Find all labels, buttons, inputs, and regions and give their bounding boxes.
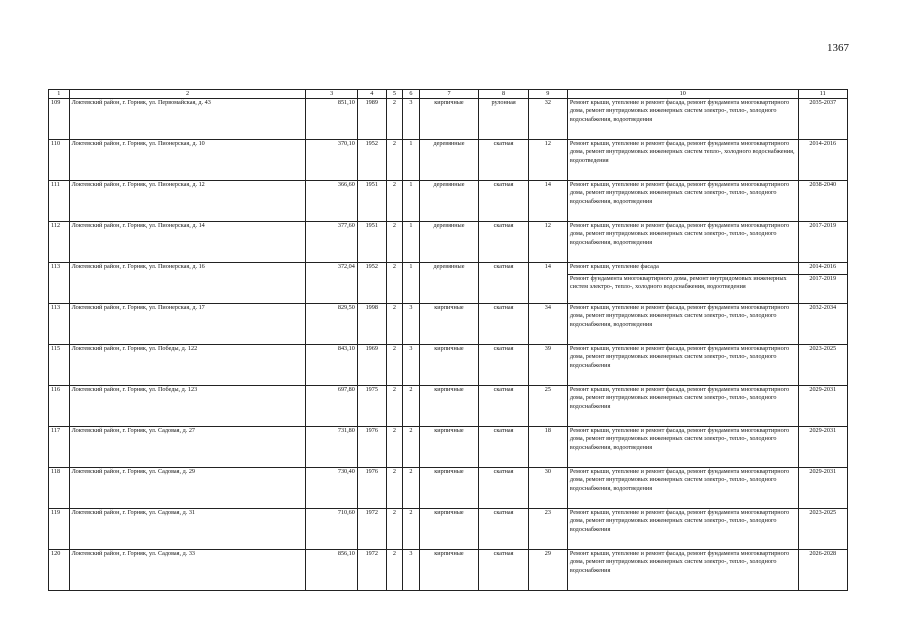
work-cell: Ремонт крыши, утепление и ремонт фасада, ремонт фундамента многоквартирного дома, ремонт внутридомовых инженерных систем электро-, тепло-, холодного водоснабжения, водоотведения: [567, 427, 798, 468]
work-cell: Ремонт крыши, утепление и ремонт фасада, ремонт фундамента многоквартирного дома, ремонт внутридомовых инженерных систем электро-, тепло-, холодного водоснабжения: [567, 550, 798, 591]
row-number: 111: [49, 181, 70, 222]
col9-cell: 32: [528, 99, 567, 140]
col-header: 8: [479, 90, 528, 99]
col5-cell: 2: [386, 140, 402, 181]
row-number: 115: [49, 345, 70, 386]
table-row: [49, 550, 848, 591]
col5-cell: 2: [386, 468, 402, 509]
address-cell: Локтевский район, г. Горняк, ул. Садовая, д. 31: [69, 509, 306, 550]
col-header: 5: [386, 90, 402, 99]
roof-cell: скатная: [479, 263, 528, 304]
table-row: [49, 509, 848, 550]
walls-cell: деревянные: [419, 263, 479, 304]
area-cell: 856,10: [306, 550, 357, 591]
col5-cell: 2: [386, 99, 402, 140]
col9-cell: 12: [528, 140, 567, 181]
work-cell: Ремонт крыши, утепление и ремонт фасада, ремонт фундамента многоквартирного дома, ремонт внутридомовых инженерных систем электро-, тепло-, холодного водоснабжения: [567, 386, 798, 427]
area-cell: 366,60: [306, 181, 357, 222]
roof-cell: скатная: [479, 140, 528, 181]
period-cell: 2023-2025: [798, 509, 847, 550]
year-cell: 1952: [357, 140, 386, 181]
col6-cell: 2: [403, 427, 419, 468]
col-header: 3: [306, 90, 357, 99]
walls-cell: деревянные: [419, 222, 479, 263]
roof-cell: скатная: [479, 181, 528, 222]
col5-cell: 2: [386, 181, 402, 222]
walls-cell: кирпичные: [419, 345, 479, 386]
col-header: 11: [798, 90, 847, 99]
col5-cell: 2: [386, 509, 402, 550]
table-row: [49, 468, 848, 509]
col9-cell: 14: [528, 181, 567, 222]
col-header: 10: [567, 90, 798, 99]
area-cell: 851,10: [306, 99, 357, 140]
row-number: 117: [49, 427, 70, 468]
col6-cell: 2: [403, 468, 419, 509]
roof-cell: рулонная: [479, 99, 528, 140]
col9-cell: 39: [528, 345, 567, 386]
work-cell: Ремонт крыши, утепление и ремонт фасада, ремонт фундамента многоквартирного дома, ремонт внутридомовых инженерных систем электро-, тепло-, холодного водоснабжения, водоотведения: [567, 181, 798, 222]
walls-cell: деревянные: [419, 140, 479, 181]
roof-cell: скатная: [479, 222, 528, 263]
walls-cell: деревянные: [419, 181, 479, 222]
period-cell: 2029-2031: [798, 386, 847, 427]
period-cell: 2026-2028: [798, 550, 847, 591]
area-cell: 829,50: [306, 304, 357, 345]
col-header: 6: [403, 90, 419, 99]
roof-cell: скатная: [479, 509, 528, 550]
period-cell: 2038-2040: [798, 181, 847, 222]
col6-cell: 3: [403, 304, 419, 345]
work-cell: Ремонт крыши, утепление и ремонт фасада, ремонт фундамента многоквартирного дома, ремонт внутридомовых инженерных систем электро-, тепло-, холодного водоснабжения, водоотведения: [567, 222, 798, 263]
col6-cell: 3: [403, 99, 419, 140]
area-cell: 843,10: [306, 345, 357, 386]
year-cell: 1952: [357, 263, 386, 304]
row-number: 110: [49, 140, 70, 181]
table-row: [49, 345, 848, 386]
table-row: [49, 386, 848, 427]
table-row: [49, 427, 848, 468]
roof-cell: скатная: [479, 550, 528, 591]
col9-cell: 30: [528, 468, 567, 509]
housing-repair-table: [48, 89, 848, 591]
work-cell: Ремонт фундамента многоквартирного дома, ремонт внутридомовых инженерных систем электро-, тепло-, холодного водоснабжения, водоотведения: [567, 275, 798, 304]
roof-cell: скатная: [479, 386, 528, 427]
area-cell: 730,40: [306, 468, 357, 509]
col6-cell: 1: [403, 181, 419, 222]
table-row: [49, 99, 848, 140]
row-number: 116: [49, 386, 70, 427]
table-row: [49, 304, 848, 345]
col6-cell: 3: [403, 550, 419, 591]
walls-cell: кирпичные: [419, 304, 479, 345]
work-cell: Ремонт крыши, утепление и ремонт фасада, ремонт фундамента многоквартирного дома, ремонт внутридомовых инженерных систем тепло-, холодного водоснабжения, водоотведения: [567, 140, 798, 181]
area-cell: 372,04: [306, 263, 357, 304]
row-number: 120: [49, 550, 70, 591]
area-cell: 697,80: [306, 386, 357, 427]
roof-cell: скатная: [479, 427, 528, 468]
year-cell: 1975: [357, 386, 386, 427]
address-cell: Локтевский район, г. Горняк, ул. Победы, д. 123: [69, 386, 306, 427]
page-number: 1367: [827, 42, 849, 54]
walls-cell: кирпичные: [419, 386, 479, 427]
col9-cell: 12: [528, 222, 567, 263]
address-cell: Локтевский район, г. Горняк, ул. Первомайская, д. 43: [69, 99, 306, 140]
area-cell: 377,60: [306, 222, 357, 263]
address-cell: Локтевский район, г. Горняк, ул. Пионерская, д. 14: [69, 222, 306, 263]
col6-cell: 1: [403, 222, 419, 263]
work-cell: Ремонт крыши, утепление и ремонт фасада, ремонт фундамента многоквартирного дома, ремонт внутридомовых инженерных систем электро-, тепло-, холодного водоснабжения: [567, 509, 798, 550]
work-cell: Ремонт крыши, утепление и ремонт фасада, ремонт фундамента многоквартирного дома, ремонт внутридомовых инженерных систем электро-, тепло-, холодного водоснабжения, водоотведения: [567, 304, 798, 345]
year-cell: 1969: [357, 345, 386, 386]
period-cell: 2035-2037: [798, 99, 847, 140]
row-number: 113: [49, 263, 70, 304]
col6-cell: 1: [403, 140, 419, 181]
row-number: 118: [49, 468, 70, 509]
address-cell: Локтевский район, г. Горняк, ул. Победы, д. 122: [69, 345, 306, 386]
period-cell: 2014-2016: [798, 140, 847, 181]
table-row: [49, 222, 848, 263]
address-cell: Локтевский район, г. Горняк, ул. Садовая, д. 27: [69, 427, 306, 468]
work-cell: Ремонт крыши, утепление и ремонт фасада, ремонт фундамента многоквартирного дома, ремонт внутридомовых инженерных систем электро-, тепло-, холодного водоснабжения, водоотведения: [567, 99, 798, 140]
walls-cell: кирпичные: [419, 99, 479, 140]
address-cell: Локтевский район, г. Горняк, ул. Пионерская, д. 12: [69, 181, 306, 222]
address-cell: Локтевский район, г. Горняк, ул. Садовая, д. 33: [69, 550, 306, 591]
col9-cell: 29: [528, 550, 567, 591]
col9-cell: 34: [528, 304, 567, 345]
work-cell: Ремонт крыши, утепление и ремонт фасада, ремонт фундамента многоквартирного дома, ремонт внутридомовых инженерных систем электро-, тепло-, холодного водоснабжения: [567, 345, 798, 386]
col5-cell: 2: [386, 550, 402, 591]
col-header: 9: [528, 90, 567, 99]
period-cell: 2017-2019: [798, 275, 847, 304]
row-number: 113: [49, 304, 70, 345]
col5-cell: 2: [386, 386, 402, 427]
period-cell: 2023-2025: [798, 345, 847, 386]
roof-cell: скатная: [479, 468, 528, 509]
year-cell: 1998: [357, 304, 386, 345]
col-header: 7: [419, 90, 479, 99]
walls-cell: кирпичные: [419, 427, 479, 468]
year-cell: 1951: [357, 222, 386, 263]
year-cell: 1989: [357, 99, 386, 140]
walls-cell: кирпичные: [419, 550, 479, 591]
year-cell: 1972: [357, 550, 386, 591]
col5-cell: 2: [386, 345, 402, 386]
col6-cell: 2: [403, 509, 419, 550]
col5-cell: 2: [386, 304, 402, 345]
period-cell: 2014-2016: [798, 263, 847, 275]
col5-cell: 2: [386, 263, 402, 304]
table-row: [49, 263, 848, 275]
roof-cell: скатная: [479, 304, 528, 345]
work-cell: Ремонт крыши, утепление и ремонт фасада, ремонт фундамента многоквартирного дома, ремонт внутридомовых инженерных систем электро-, тепло-, холодного водоснабжения, водоотведения: [567, 468, 798, 509]
row-number: 109: [49, 99, 70, 140]
address-cell: Локтевский район, г. Горняк, ул. Пионерская, д. 16: [69, 263, 306, 304]
roof-cell: скатная: [479, 345, 528, 386]
period-cell: 2029-2031: [798, 427, 847, 468]
period-cell: 2017-2019: [798, 222, 847, 263]
col5-cell: 2: [386, 222, 402, 263]
col6-cell: 1: [403, 263, 419, 304]
col9-cell: 25: [528, 386, 567, 427]
period-cell: 2032-2034: [798, 304, 847, 345]
walls-cell: кирпичные: [419, 509, 479, 550]
col-header: 4: [357, 90, 386, 99]
col9-cell: 14: [528, 263, 567, 304]
col9-cell: 23: [528, 509, 567, 550]
column-number-row: [49, 90, 848, 99]
period-cell: 2029-2031: [798, 468, 847, 509]
address-cell: Локтевский район, г. Горняк, ул. Пионерская, д. 10: [69, 140, 306, 181]
col9-cell: 18: [528, 427, 567, 468]
table-row: [49, 140, 848, 181]
col-header: 2: [69, 90, 306, 99]
address-cell: Локтевский район, г. Горняк, ул. Садовая, д. 29: [69, 468, 306, 509]
area-cell: 731,80: [306, 427, 357, 468]
row-number: 119: [49, 509, 70, 550]
year-cell: 1976: [357, 427, 386, 468]
year-cell: 1951: [357, 181, 386, 222]
address-cell: Локтевский район, г. Горняк, ул. Пионерская, д. 17: [69, 304, 306, 345]
year-cell: 1976: [357, 468, 386, 509]
col6-cell: 3: [403, 345, 419, 386]
col-header: 1: [49, 90, 70, 99]
year-cell: 1972: [357, 509, 386, 550]
area-cell: 370,10: [306, 140, 357, 181]
area-cell: 710,60: [306, 509, 357, 550]
row-number: 112: [49, 222, 70, 263]
work-cell: Ремонт крыши, утепление фасада: [567, 263, 798, 275]
walls-cell: кирпичные: [419, 468, 479, 509]
col6-cell: 2: [403, 386, 419, 427]
col5-cell: 2: [386, 427, 402, 468]
table-row: [49, 181, 848, 222]
